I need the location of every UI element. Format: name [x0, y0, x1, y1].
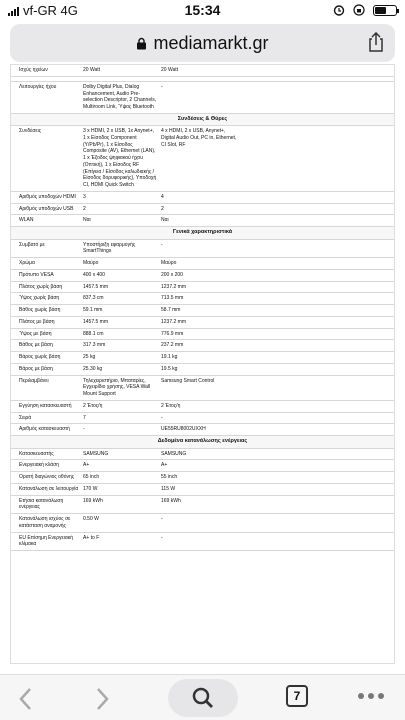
- spec-empty-cell: [239, 328, 394, 340]
- spec-value-1: 7: [81, 412, 159, 424]
- spec-label: Σειρά: [11, 412, 81, 424]
- spec-label: Βάθος χωρίς βάση: [11, 305, 81, 317]
- spec-value-2: -: [159, 81, 239, 113]
- spec-value-2: SAMSUNG: [159, 448, 239, 460]
- spec-value-2: -: [159, 239, 239, 258]
- spec-value-2: 237.2 mm: [159, 340, 239, 352]
- spec-value-2: 4 x HDMI, 2 x USB, Anynet+, Digital Audio Out, PC in, Ethernet, CI Slot, RF: [159, 126, 239, 192]
- spec-empty-cell: [239, 239, 394, 258]
- spec-label: Κατανάλωση σε λειτουργία: [11, 483, 81, 495]
- spec-value-1: 169 kWh: [81, 495, 159, 514]
- spec-label: Βάρος με βάση: [11, 363, 81, 375]
- spec-value-2: -: [159, 514, 239, 533]
- section-title: Γενικά χαρακτηριστικά: [11, 227, 394, 239]
- spec-value-1: 1457.5 mm: [81, 281, 159, 293]
- spec-empty-cell: [239, 400, 394, 412]
- spec-value-2: Samsung Smart Control: [159, 375, 239, 400]
- spec-value-1: A+ to F: [81, 532, 159, 551]
- back-icon[interactable]: [18, 687, 34, 711]
- battery-icon: [373, 5, 397, 16]
- spec-value-2: 19.1 kg: [159, 352, 239, 364]
- spec-label: Συμβατό με: [11, 239, 81, 258]
- section-header: [11, 113, 394, 125]
- spec-value-1: 317.3 mm: [81, 340, 159, 352]
- spec-empty-cell: [239, 448, 394, 460]
- search-icon: [192, 687, 214, 709]
- spec-value-2: Ναι: [159, 215, 239, 227]
- spec-value-2: 58.7 mm: [159, 305, 239, 317]
- spec-value-1: 400 x 400: [81, 269, 159, 281]
- spec-empty-cell: [239, 191, 394, 203]
- spec-label: EU Επίσημη Ενεργειακή κλίμακα: [11, 532, 81, 551]
- spec-empty-cell: [239, 258, 394, 270]
- spec-value-1: 1457.5 mm: [81, 316, 159, 328]
- spec-value-2: 200 x 200: [159, 269, 239, 281]
- spec-row: [11, 460, 394, 472]
- spec-label: Αριθμός κατασκευαστή: [11, 424, 81, 436]
- spec-value-1: Υποστήριξη εφαρμογής SmartThings: [81, 239, 159, 258]
- spec-row: [11, 305, 394, 317]
- status-icons: [333, 4, 397, 16]
- spec-value-2: 115 W: [159, 483, 239, 495]
- spec-label: Πλάτος με βάση: [11, 316, 81, 328]
- spec-empty-cell: [239, 203, 394, 215]
- more-icon[interactable]: [358, 693, 384, 699]
- spec-value-1: Ναι: [81, 215, 159, 227]
- orientation-lock-icon: [353, 4, 365, 16]
- spec-row: [11, 328, 394, 340]
- spec-label: Ύψος χωρίς βάση: [11, 293, 81, 305]
- spec-value-1: 59.1 mm: [81, 305, 159, 317]
- spec-value-2: 55 inch: [159, 472, 239, 484]
- url-domain[interactable]: mediamarkt.gr: [153, 32, 269, 53]
- spec-empty-cell: [239, 65, 394, 76]
- spec-row: [11, 400, 394, 412]
- lock-icon: [136, 37, 147, 50]
- spec-value-1: 25 kg: [81, 352, 159, 364]
- spec-label: Συνδέσεις: [11, 126, 81, 192]
- spec-row: [11, 81, 394, 113]
- spec-row: [11, 293, 394, 305]
- spec-empty-cell: [239, 269, 394, 281]
- spec-value-1: 2 Έτος/η: [81, 400, 159, 412]
- spec-label: Περιλαμβάνει: [11, 375, 81, 400]
- spec-row: [11, 375, 394, 400]
- spec-empty-cell: [239, 281, 394, 293]
- spec-empty-cell: [239, 495, 394, 514]
- spec-row: [11, 203, 394, 215]
- spec-value-1: A+: [81, 460, 159, 472]
- browser-toolbar: [0, 674, 405, 720]
- spec-label: Αριθμός υποδοχών USB: [11, 203, 81, 215]
- spec-empty-cell: [239, 340, 394, 352]
- spec-row: [11, 483, 394, 495]
- search-button[interactable]: [168, 679, 238, 717]
- clock: 15:34: [184, 2, 221, 18]
- spec-empty-cell: [239, 293, 394, 305]
- spec-label: Βάθος με βάση: [11, 340, 81, 352]
- spec-empty-cell: [239, 514, 394, 533]
- spec-label: Κατασκευαστής: [11, 448, 81, 460]
- spec-table: [11, 65, 394, 551]
- spec-value-1: 170 W: [81, 483, 159, 495]
- section-header: [11, 436, 394, 448]
- section-title: Δεδομένα κατανάλωσης ενέργειας: [11, 436, 394, 448]
- spec-value-2: 20 Watt: [159, 65, 239, 76]
- spec-value-1: 0.50 W: [81, 514, 159, 533]
- spec-value-2: UE55RU8002UXXH: [159, 424, 239, 436]
- spec-value-1: -: [81, 424, 159, 436]
- spec-empty-cell: [239, 126, 394, 192]
- spec-value-2: 776.9 mm: [159, 328, 239, 340]
- spec-empty-cell: [239, 352, 394, 364]
- spec-label: Ισχύς ηχείων: [11, 65, 81, 76]
- spec-row: [11, 269, 394, 281]
- spec-row: [11, 448, 394, 460]
- spec-row: [11, 258, 394, 270]
- spec-value-2: Μαύρο: [159, 258, 239, 270]
- status-bar: [0, 0, 405, 22]
- share-icon[interactable]: [367, 32, 385, 52]
- spec-empty-cell: [239, 215, 394, 227]
- spec-label: WLAN: [11, 215, 81, 227]
- spec-row: [11, 191, 394, 203]
- spec-value-2: 4: [159, 191, 239, 203]
- spec-empty-cell: [239, 532, 394, 551]
- spec-value-2: 1237.2 mm: [159, 281, 239, 293]
- spec-row: [11, 316, 394, 328]
- spec-label: Πλάτος χωρίς βάση: [11, 281, 81, 293]
- spec-row: [11, 363, 394, 375]
- section-header: [11, 227, 394, 239]
- spec-empty-cell: [239, 375, 394, 400]
- spec-label: Κατανάλωση ισχύος σε κατάσταση αναμονής: [11, 514, 81, 533]
- spec-row: [11, 340, 394, 352]
- spec-value-1: Τηλεχειριστήριο, Μπαταρίες, Εγχειρίδιο χρήσης, VESA Wall Mount Support: [81, 375, 159, 400]
- spec-label: Βάρος χωρίς βάση: [11, 352, 81, 364]
- spec-empty-cell: [239, 472, 394, 484]
- address-bar[interactable]: [10, 24, 395, 62]
- forward-icon[interactable]: [94, 687, 110, 711]
- spec-value-1: 3 x HDMI, 2 x USB, 1x Anynet+, 1 x Είσοδος Component (Y/Pb/Pr), 1 x Είσοδος Composite (AV), Ethernet (LAN), 1 x Έξοδος ψηφιακού ήχου (Οπτική), 1 x Είσοδος RF (Επίγεια / Είσοδος καλωδιακής / Είσοδος δορυφορικής), Υποδοχή CI, HDMI Quick Switch: [81, 126, 159, 192]
- carrier-label: vf-GR 4G: [23, 3, 78, 18]
- spec-row: [11, 239, 394, 258]
- spec-value-2: A+: [159, 460, 239, 472]
- spec-row: [11, 126, 394, 192]
- spec-row: [11, 532, 394, 551]
- spec-row: [11, 514, 394, 533]
- alarm-icon: [333, 4, 345, 16]
- spec-label: Πρότυπο VESA: [11, 269, 81, 281]
- spec-row: [11, 281, 394, 293]
- spec-value-1: 837.3 cm: [81, 293, 159, 305]
- spec-row: [11, 412, 394, 424]
- spec-value-2: 2 Έτος/η: [159, 400, 239, 412]
- spec-value-2: 169 kWh: [159, 495, 239, 514]
- spec-row: [11, 215, 394, 227]
- spec-value-1: Μαύρο: [81, 258, 159, 270]
- spec-label: Ορατή διαγώνιος οθόνης: [11, 472, 81, 484]
- spec-empty-cell: [239, 460, 394, 472]
- spec-empty-cell: [239, 81, 394, 113]
- spec-row: [11, 65, 394, 76]
- spec-empty-cell: [239, 305, 394, 317]
- spec-label: Εγγύηση κατασκευαστή: [11, 400, 81, 412]
- spec-label: Λειτουργίες ήχου: [11, 81, 81, 113]
- spec-row: [11, 424, 394, 436]
- spec-value-1: 2: [81, 203, 159, 215]
- spec-value-2: 2: [159, 203, 239, 215]
- spec-value-1: 3: [81, 191, 159, 203]
- spec-empty-cell: [239, 316, 394, 328]
- spec-label: Χρώμα: [11, 258, 81, 270]
- spec-row: [11, 352, 394, 364]
- spec-empty-cell: [239, 363, 394, 375]
- spec-empty-cell: [239, 424, 394, 436]
- spec-value-2: 1237.2 mm: [159, 316, 239, 328]
- spec-value-2: 19.5 kg: [159, 363, 239, 375]
- spec-label: Αριθμός υποδοχών HDMI: [11, 191, 81, 203]
- spec-row: [11, 495, 394, 514]
- spec-value-1: 65 inch: [81, 472, 159, 484]
- section-title: Συνδέσεις & Θύρες: [11, 113, 394, 125]
- spec-empty-cell: [239, 412, 394, 424]
- spec-value-2: 713.5 mm: [159, 293, 239, 305]
- spec-label: Ετήσια κατανάλωση ενέργειας: [11, 495, 81, 514]
- spec-label: Ύψος με βάση: [11, 328, 81, 340]
- spec-value-1: 25.30 kg: [81, 363, 159, 375]
- tabs-button[interactable]: 7: [286, 685, 308, 707]
- spec-row: [11, 472, 394, 484]
- spec-empty-cell: [239, 483, 394, 495]
- spec-value-2: -: [159, 412, 239, 424]
- spec-value-1: SAMSUNG: [81, 448, 159, 460]
- spec-value-1: 888.1 cm: [81, 328, 159, 340]
- spec-value-1: 20 Watt: [81, 65, 159, 76]
- spec-label: Ενεργειακή κλάση: [11, 460, 81, 472]
- spec-value-2: -: [159, 532, 239, 551]
- spec-value-1: Dolby Digital Plus, Dialog Enhancement, Audio Pre-selection Descriptor, 2 Channels, Multiroom Link, Ύψος Bluetooth: [81, 81, 159, 113]
- web-content[interactable]: [10, 64, 395, 664]
